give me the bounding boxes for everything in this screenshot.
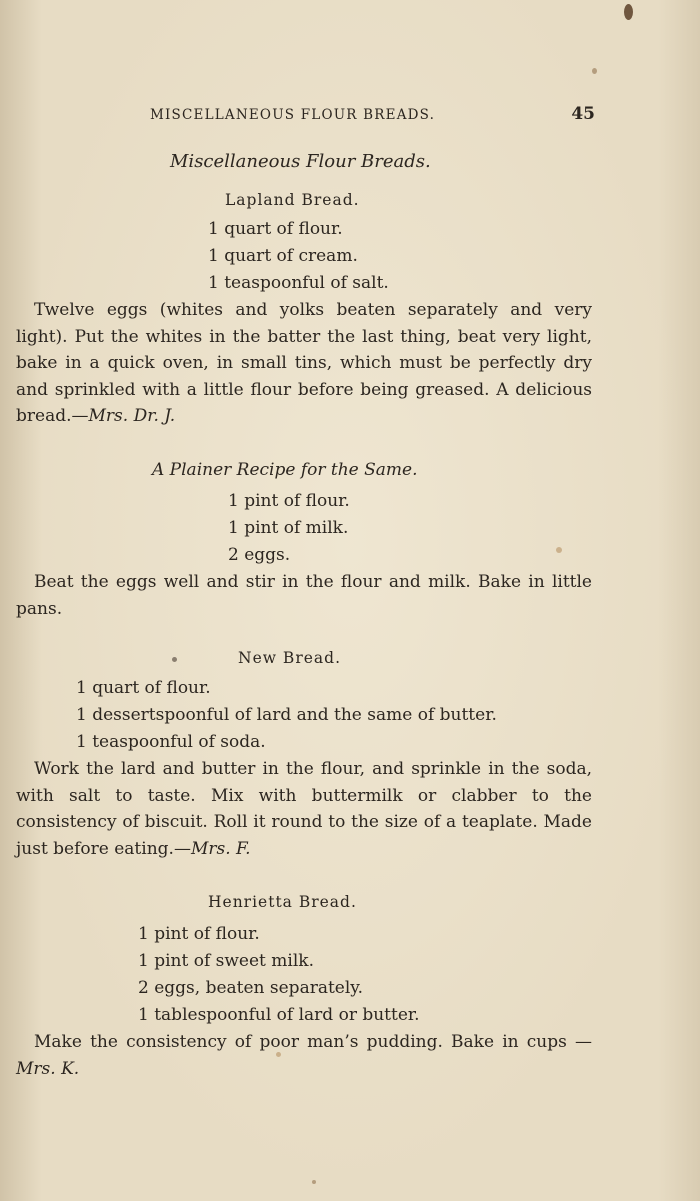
recipe-title: A Plainer Recipe for the Same. (152, 460, 418, 480)
running-title: MISCELLANEOUS FLOUR BREADS. (150, 107, 436, 123)
recipe-attribution: Mrs. Dr. J. (88, 406, 176, 427)
ingredient: 1 teaspoonful of soda. (76, 732, 266, 752)
recipe-text: Work the lard and butter in the flour, and sprinkle in the soda, with salt to taste. Mix with buttermilk or clabber to the consistency of biscuit. Roll it round to the size of a teaplate. Made just before eating.— (16, 759, 592, 859)
ingredient: 1 tablespoonful of lard or butter. (138, 1005, 420, 1025)
paper-stain (592, 68, 597, 74)
ingredient: 1 teaspoonful of salt. (208, 273, 389, 293)
ingredient: 2 eggs, beaten separately. (138, 978, 364, 998)
paper-stain (312, 1180, 316, 1184)
recipe-body (16, 756, 592, 862)
recipe-body (16, 297, 592, 430)
ingredient: 2 eggs. (228, 545, 291, 565)
recipe-title: Henrietta Bread. (208, 893, 357, 911)
recipe-text: Make the consistency of poor man’s pudding. Bake in cups — (34, 1032, 592, 1052)
page-number: 45 (571, 104, 595, 124)
paper-stain (624, 4, 633, 20)
recipe-title: New Bread. (238, 649, 341, 667)
ingredient: 1 dessertspoonful of lard and the same of butter. (76, 705, 497, 725)
paper-stain (556, 547, 562, 553)
recipe-text: Twelve eggs (whites and yolks beaten separately and very light). Put the whites in the batter the last thing, beat very light, bake in a quick oven, in small tins, which must be perfectly dry and sprinkled with a little flour before being greased. A delicious bread.— (16, 300, 592, 427)
ingredient: 1 quart of flour. (208, 219, 343, 239)
ingredient: 1 quart of cream. (208, 246, 358, 266)
recipe-body (16, 1029, 592, 1082)
ingredient: 1 pint of flour. (138, 924, 260, 944)
recipe-attribution: Mrs. K. (16, 1058, 80, 1079)
section-title: Miscellaneous Flour Breads. (170, 151, 431, 172)
recipe-body (16, 569, 592, 622)
recipe-attribution: Mrs. F. (190, 838, 251, 859)
ingredient: 1 pint of sweet milk. (138, 951, 314, 971)
ingredient: 1 pint of milk. (228, 518, 349, 538)
recipe-text: Beat the eggs well and stir in the flour and milk. Bake in little pans. (16, 572, 592, 619)
paper-stain (172, 657, 177, 662)
ingredient: 1 quart of flour. (76, 678, 211, 698)
running-header (150, 104, 595, 124)
paper-stain (276, 1052, 281, 1057)
ingredient: 1 pint of flour. (228, 491, 350, 511)
recipe-title: Lapland Bread. (225, 191, 360, 209)
